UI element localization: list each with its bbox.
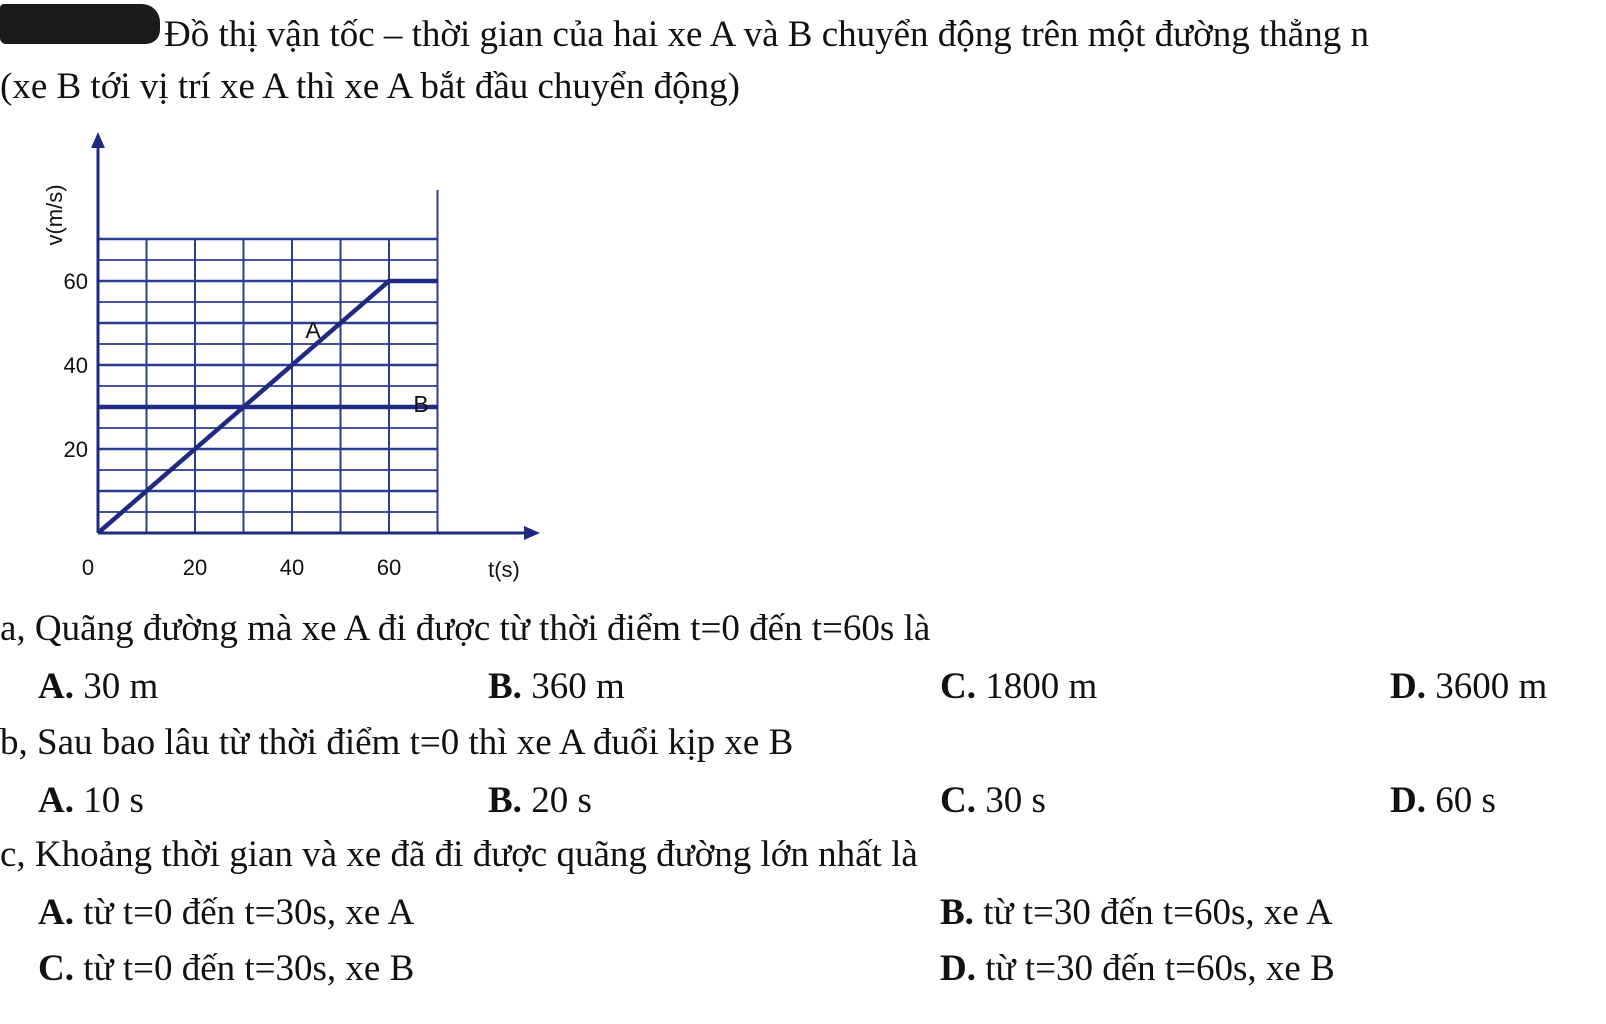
x-axis-arrow (524, 526, 540, 540)
chart-grid (98, 190, 438, 533)
question-header-line-1: Đồ thị vận tốc – thời gian của hai xe A và B chuyển động trên một đường thẳng n (164, 14, 1369, 55)
part-a-option-d[interactable]: D. 3600 m (1390, 666, 1548, 707)
velocity-time-chart (0, 120, 560, 590)
y-tick-label-60: 60 (63, 269, 88, 294)
part-b-option-a[interactable]: A. 10 s (38, 780, 144, 821)
y-axis-arrow (91, 132, 105, 148)
part-c-option-a[interactable]: A. từ t=0 đến t=30s, xe A (38, 892, 415, 933)
y-tick-label-40: 40 (63, 353, 88, 378)
part-b-option-b[interactable]: B. 20 s (488, 780, 592, 821)
part-b-option-c[interactable]: C. 30 s (940, 780, 1046, 821)
x-tick-label-20: 20 (182, 555, 208, 580)
x-axis-label: t(s) (488, 557, 520, 582)
series-label-a: A (305, 317, 321, 343)
part-b-stem: b, Sau bao lâu từ thời điểm t=0 thì xe A đuổi kịp xe B (0, 722, 794, 763)
redacted-question-number (0, 4, 160, 44)
y-axis-label: v(m/s) (42, 184, 67, 246)
part-c-option-d[interactable]: D. từ t=30 đến t=60s, xe B (940, 948, 1335, 989)
part-a-stem: a, Quãng đường mà xe A đi được từ thời điểm t=0 đến t=60s là (0, 608, 931, 649)
part-a-option-b[interactable]: B. 360 m (488, 666, 625, 707)
question-header-line-2: (xe B tới vị trí xe A thì xe A bắt đầu chuyển động) (0, 66, 740, 107)
part-c-option-b[interactable]: B. từ t=30 đến t=60s, xe A (940, 892, 1333, 933)
y-tick-label-20: 20 (63, 437, 88, 462)
x-tick-label-60: 60 (376, 555, 402, 580)
part-c-stem: c, Khoảng thời gian và xe đã đi được quãng đường lớn nhất là (0, 834, 918, 875)
x-tick-label-0: 0 (81, 555, 95, 580)
chart-series (98, 281, 438, 533)
part-c-option-c[interactable]: C. từ t=0 đến t=30s, xe B (38, 948, 415, 989)
part-a-option-a[interactable]: A. 30 m (38, 666, 159, 707)
part-b-option-d[interactable]: D. 60 s (1390, 780, 1496, 821)
part-a-option-c[interactable]: C. 1800 m (940, 666, 1098, 707)
x-tick-label-40: 40 (279, 555, 305, 580)
series-label-b: B (413, 391, 429, 417)
